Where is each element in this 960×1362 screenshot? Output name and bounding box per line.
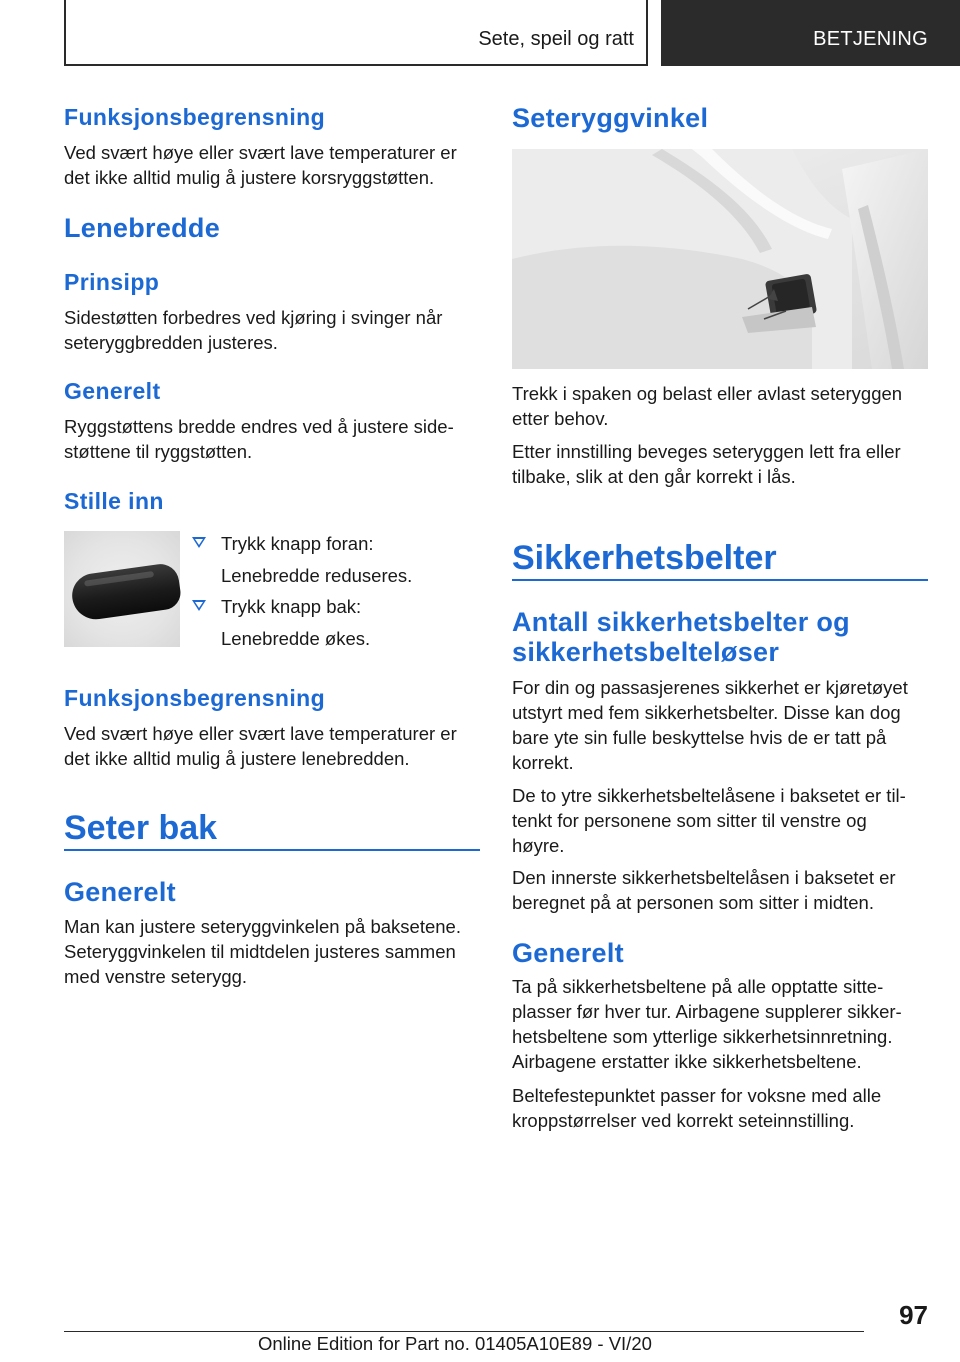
text-line: Den innerste sikkerhetsbeltelåsen i baksetet er	[512, 867, 896, 888]
text-line: Airbagene erstatter ikke sikkerhetsbeltene.	[512, 1051, 862, 1072]
bullet-label: Trykk knapp bak:	[221, 596, 362, 617]
width-adjust-button-image	[64, 531, 180, 647]
seat-illustration	[512, 149, 928, 369]
heading-stille-inn: Stille inn	[64, 488, 164, 514]
text-line: støttene til ryggstøtten.	[64, 441, 253, 462]
paragraph-seteryggvinkel-1	[512, 381, 902, 431]
bullet-item-front	[192, 531, 472, 588]
heading-funksjonsbegrensning-2: Funksjonsbegrensning	[64, 685, 326, 711]
text-line: plasser før hver tur. Airbagene supplerer sikker-	[512, 1001, 902, 1022]
text-line: Ta på sikkerhetsbeltene på alle opptatte sitte-	[512, 976, 884, 997]
page-number: 97	[899, 1300, 928, 1330]
footer-divider	[64, 1331, 864, 1332]
text-line: Trekk i spaken og belast eller avlast seteryggen	[512, 383, 903, 404]
paragraph-generelt-1	[64, 414, 454, 464]
text-line: Beltefestepunktet passer for voksne med alle	[512, 1085, 882, 1106]
bullet-result: Lenebredde økes.	[221, 628, 371, 649]
text-line: Seteryggvinkelen til midtdelen justeres sammen	[64, 941, 456, 962]
heading-seter-bak: Seter bak	[64, 809, 218, 847]
heading-seteryggvinkel: Seteryggvinkel	[512, 103, 709, 133]
triangle-bullet-icon	[192, 537, 206, 548]
text-line: De to ytre sikkerhetsbeltelåsene i baksetet er til-	[512, 785, 906, 806]
paragraph-funksjonsbegrensning-1	[64, 140, 457, 190]
text-line: Ved svært høye eller svært lave temperaturer er	[64, 142, 457, 163]
footer-edition-text: Online Edition for Part no. 01405A10E89 - VI/20	[258, 1333, 652, 1354]
text-line: korrekt.	[512, 752, 574, 773]
text-line: Etter innstilling beveges seteryggen lett fra eller	[512, 441, 901, 462]
paragraph-antall-2	[512, 783, 906, 858]
triangle-bullet-icon	[192, 600, 206, 611]
header-section-title: BETJENING	[813, 28, 928, 50]
bullet-item-back	[192, 594, 472, 651]
paragraph-generelt-3	[512, 974, 902, 1074]
heading-line: sikkerhetsbelteløser	[512, 637, 780, 667]
paragraph-prinsipp	[64, 305, 442, 355]
header-section-tab	[661, 0, 960, 66]
paragraph-funksjonsbegrensning-2	[64, 721, 457, 771]
text-line: det ikke alltid mulig å justere korsryggstøtten.	[64, 167, 435, 188]
heading-lenebredde: Lenebredde	[64, 213, 221, 243]
header-chapter-title: Sete, speil og ratt	[478, 28, 634, 50]
text-line: etter behov.	[512, 408, 609, 429]
heading-sikkerhetsbelter: Sikkerhetsbelter	[512, 539, 777, 577]
heading-antall-sikkerhetsbelter	[512, 607, 850, 667]
header-chapter-box	[64, 0, 648, 66]
button-knob-shape	[69, 562, 182, 623]
text-line: hetsbeltene som ytterlige sikkerhetsinnretning.	[512, 1026, 893, 1047]
heading-line: Antall sikkerhetsbelter og	[512, 607, 850, 637]
text-line: Ved svært høye eller svært lave temperaturer er	[64, 723, 457, 744]
paragraph-generelt-2	[64, 914, 461, 989]
paragraph-seteryggvinkel-2	[512, 439, 901, 489]
rear-seat-lever-image	[512, 149, 928, 369]
text-line: Sidestøtten forbedres ved kjøring i svinger når	[64, 307, 443, 328]
text-line: tenkt for personene som sitter til venstre og	[512, 810, 867, 831]
heading-underline	[64, 849, 480, 851]
heading-prinsipp: Prinsipp	[64, 269, 160, 295]
text-line: beregnet på at personen som sitter i midten.	[512, 892, 874, 913]
text-line: For din og passasjerenes sikkerhet er kjøretøyet	[512, 677, 908, 698]
text-line: seteryggbredden justeres.	[64, 332, 278, 353]
text-line: utstyrt med fem sikkerhetsbelter. Disse kan dog	[512, 702, 901, 723]
text-line: høyre.	[512, 835, 565, 856]
heading-generelt-3: Generelt	[512, 938, 624, 968]
heading-generelt-1: Generelt	[64, 378, 161, 404]
text-line: tilbake, slik at den går korrekt i lås.	[512, 466, 796, 487]
bullet-label: Trykk knapp foran:	[221, 533, 374, 554]
heading-generelt-2: Generelt	[64, 877, 176, 907]
paragraph-antall-3	[512, 865, 896, 915]
text-line: Man kan justere seteryggvinkelen på baksetene.	[64, 916, 461, 937]
text-line: Ryggstøttens bredde endres ved å justere side-	[64, 416, 454, 437]
paragraph-generelt-4	[512, 1083, 881, 1133]
paragraph-antall-1	[512, 675, 908, 775]
heading-underline	[512, 579, 928, 581]
text-line: bare yte sin fulle beskyttelse hvis de er tatt på	[512, 727, 887, 748]
text-line: kroppstørrelser ved korrekt seteinnstilling.	[512, 1110, 855, 1131]
text-line: det ikke alltid mulig å justere lenebredden.	[64, 748, 410, 769]
heading-funksjonsbegrensning-1: Funksjonsbegrensning	[64, 104, 326, 130]
bullet-result: Lenebredde reduseres.	[221, 565, 413, 586]
text-line: med venstre seterygg.	[64, 966, 248, 987]
